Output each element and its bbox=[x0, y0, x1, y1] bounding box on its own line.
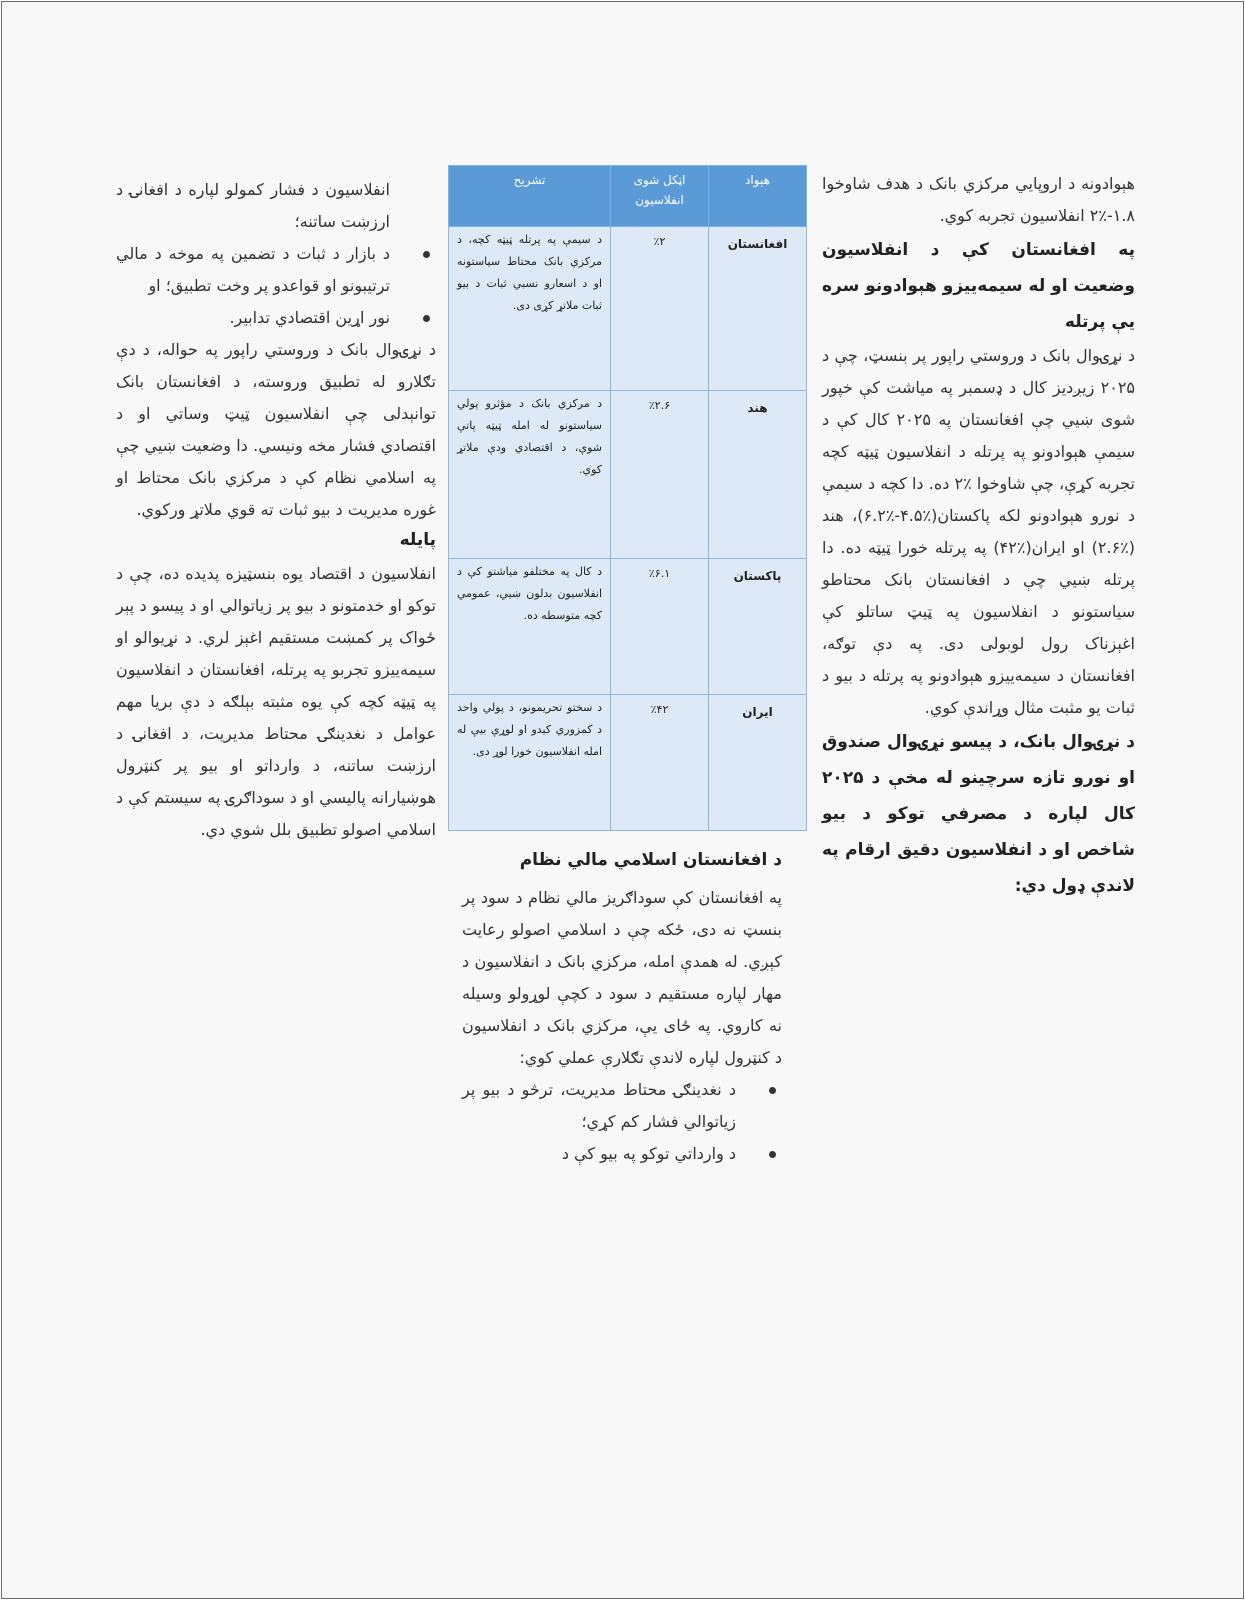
list-item-continued: انفلاسیون د فشار کمولو لپاره د افغانۍ د ارزښت ساتنه؛ bbox=[116, 180, 390, 231]
header-rate: اټکل شوی انفلاسیون bbox=[611, 166, 709, 227]
document-page bbox=[1, 1, 1244, 1599]
world-bank-paragraph: د نړۍوال بانک د وروستي راپور پر بنسټ، چې د ۲۰۲۵ زیږدیز کال د ډسمبر په میاشت کې خپور شوی ښیي چې افغانستان په ۲۰۲۵ کال کې د سیمې هېوادونو په پرتله د انفلاسیون ټیټه کچه تجربه کړې، چې شاوخوا ٪۲ ده. دا کچه د سیمې د نورو هېوادونو لکه پاکستان(٪۴.۵-٪۶.۲)، هند (٪۲.۶) او ایران(٪۴۲) په پرتله خورا ټیټه ده. دا پرتله ښیي چې د افغانستان بانک محتاطو سیاستونو د انفلاسیون په ټیټ ساتلو کې اغېزناک رول لوبولی دی. په دې توګه، افغانستان د سیمه‌ییزو هېوادونو په پرتله د بیو د ثبات یو مثبت مثال وړاندې کوي. bbox=[822, 346, 1136, 717]
islamic-finance-paragraph: په افغانستان کې سوداګریز مالي نظام د سود پر بنسټ نه دی، ځکه چې د اسلامي اصولو رعایت کېږي. له همدې امله، مرکزي بانک د انفلاسیون د مهار لپاره مستقیم د سود د کچې لوړولو وسیله نه کاروي. په ځای یې، مرکزي بانک د انفلاسیون د کنټرول لپاره لاندې تګلارې عملي کوي: bbox=[462, 888, 782, 1067]
table-row bbox=[449, 559, 807, 695]
list-item: د نغدینګۍ محتاط مدیریت، ترڅو د بیو پر زیاتوالي فشار کم کړي؛ bbox=[462, 1074, 736, 1138]
cell-country: افغانستان bbox=[709, 227, 807, 391]
cell-description: د سختو تحریمونو، د پولي واحد د کمزوري کیدو او لوړې بیې له امله انفلاسیون خورا لوړ دی. bbox=[449, 695, 611, 831]
section-heading-figures: د نړۍوال بانک، د پیسو نړۍوال صندوق او نورو تازه سرچینو له مخې د ۲۰۲۵ کال لپاره د مصرفي توکو د بیو شاخص او د انفلاسیون دقیق ارقام په لاندې ډول دي: bbox=[822, 732, 1135, 896]
world-bank-reference-paragraph: د نړۍوال بانک د وروستي راپور په حواله، د دې تګلارو له تطبیق وروسته، د افغانستان بانک توانېدلی چې انفلاسیون ټیټ وساتي او د اقتصادي فشار مخه ونیسي. دا وضعیت ښیي چې په اسلامي نظام کې د مرکزي بانک محتاط او غوره مدیریت د بیو ثبات ته قوي ملاتړ ورکوي. bbox=[116, 340, 436, 519]
section-heading-afghanistan-inflation: په افغانستان کې د انفلاسیون وضعیت او له سیمه‌ییزو هېوادونو سره یې پرتله bbox=[822, 240, 1135, 332]
cell-rate: ٪۶.۱ bbox=[611, 559, 709, 695]
table-row bbox=[449, 227, 807, 391]
policy-list-continued bbox=[116, 174, 436, 334]
cell-rate: ٪۴۲ bbox=[611, 695, 709, 831]
table-row bbox=[449, 391, 807, 559]
conclusion-paragraph: انفلاسیون د اقتصاد یوه بنسټیزه پدیده ده، چې د توکو او خدمتونو د بیو پر زیاتوالي او د پیسو د پېر ځواک پر کمښت مستقیم اغېز لري. د نړیوالو او سیمه‌ییزو تجربو په پرتله، افغانستان د انفلاسیون په ټیټه کچه کې یوه مثبته بېلګه د دې بریا مهم عوامل د نغدینګۍ محتاط مدیریت، د افغانۍ د ارزښت ساتنه، د وارداتو او بیو پر کنټرول هوښیارانه پالیسي او د سوداګرۍ په سیستم کې د اسلامي اصولو تطبیق بلل شوي دي. bbox=[116, 564, 436, 839]
table-row bbox=[449, 695, 807, 831]
list-item: د وارداتي توکو په بیو کې د bbox=[462, 1138, 736, 1170]
cell-rate: ٪۲.۶ bbox=[611, 391, 709, 559]
inflation-table bbox=[448, 165, 807, 831]
list-item: نور اړین اقتصادي تدابیر. bbox=[116, 302, 390, 334]
table-header-row bbox=[449, 166, 807, 227]
cell-description: د سیمې په پرتله ټیټه کچه، د مرکزي بانک محتاط سیاستونه او د اسعارو نسبي ثبات د بیو ثبات ملاتړ کړی دی. bbox=[449, 227, 611, 391]
section-heading-conclusion: پایله bbox=[399, 530, 436, 550]
header-description: تشریح bbox=[449, 166, 611, 227]
intro-paragraph: هېوادونه د اروپایي مرکزي بانک د هدف شاوخوا ۱.۸-٪۲ انفلاسیون تجربه کوي. bbox=[822, 174, 1135, 225]
cell-country: پاکستان bbox=[709, 559, 807, 695]
cell-country: ایران bbox=[709, 695, 807, 831]
left-column bbox=[116, 174, 436, 846]
middle-column bbox=[462, 842, 782, 1170]
section-heading-islamic-finance: د افغانستان اسلامي مالي نظام bbox=[519, 850, 782, 870]
policy-list bbox=[462, 1074, 782, 1170]
list-item: د بازار د ثبات د تضمین په موخه د مالي ترتیبونو او قواعدو پر وخت تطبیق؛ او bbox=[116, 238, 390, 302]
cell-description: د مرکزي بانک د مؤثرو پولي سیاستونو له امله ټیټه پاتې شوې، د اقتصادي ودې ملاتړ کوي. bbox=[449, 391, 611, 559]
cell-country: هند bbox=[709, 391, 807, 559]
header-country: هېواد bbox=[709, 166, 807, 227]
cell-description: د کال په مختلفو میاشتو کې د انفلاسیون بدلون ښیي، عمومي کچه متوسطه ده. bbox=[449, 559, 611, 695]
cell-rate: ٪۲ bbox=[611, 227, 709, 391]
right-column bbox=[822, 168, 1135, 904]
